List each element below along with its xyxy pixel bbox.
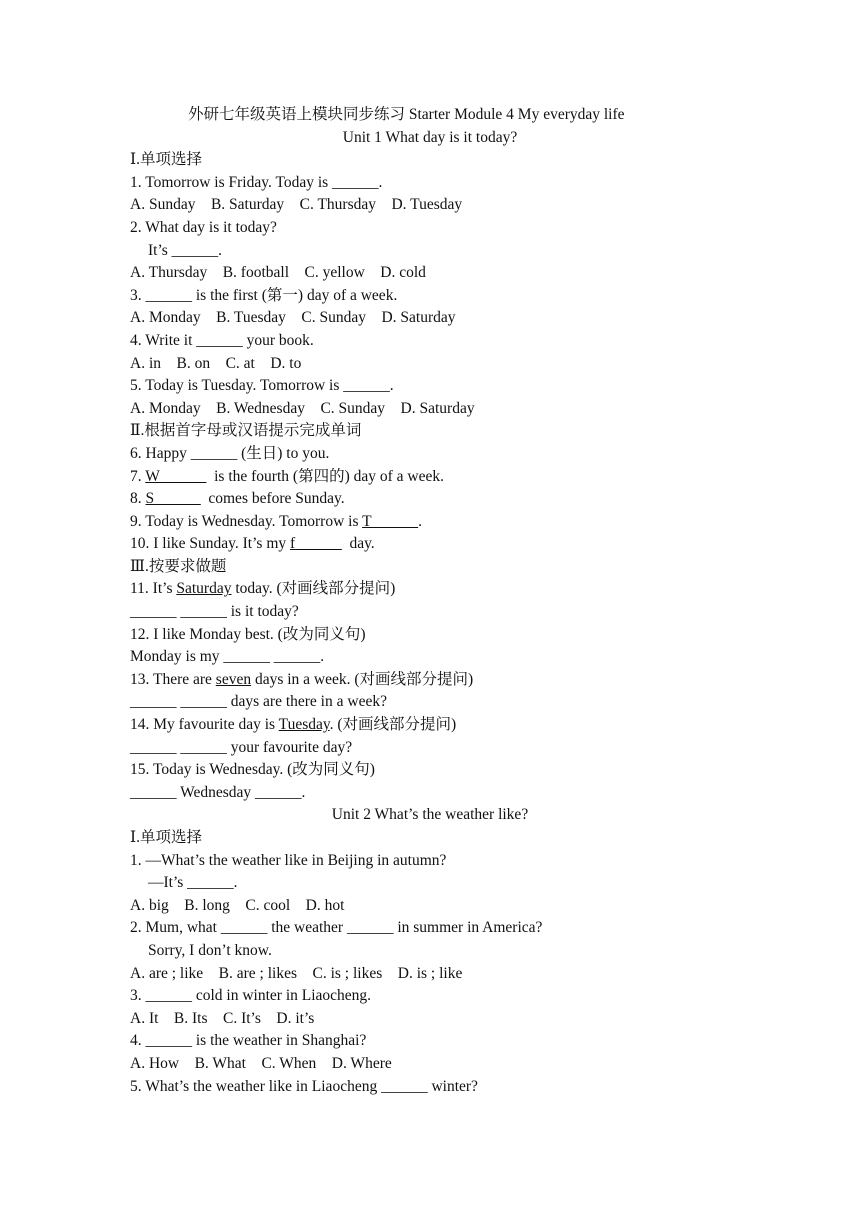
- q11-prefix: 11. It’s: [130, 580, 177, 598]
- u2-question-4: 4. ______ is the weather in Shanghai?: [130, 1032, 367, 1050]
- u2-question-3: 3. ______ cold in winter in Liaocheng.: [130, 987, 372, 1005]
- u1-question-11: [130, 578, 730, 601]
- u1-question-2-line2: It’s ______.: [148, 241, 223, 259]
- unit1-section1-heading: Ⅰ.单项选择: [130, 151, 202, 169]
- q10-hint-blank: f______: [290, 535, 342, 553]
- unit2-section1-heading: Ⅰ.单项选择: [130, 829, 202, 846]
- u1-question-5-options: A. Monday B. Wednesday C. Sunday D. Saturday: [130, 399, 475, 417]
- unit1-title: Unit 1 What day is it today?: [342, 128, 518, 146]
- u1-question-8: [130, 488, 730, 511]
- q10-prefix: 10. I like Sunday. It’s my: [130, 535, 291, 553]
- u2-question-3-options: A. It B. Its C. It’s D. it’s: [130, 1009, 315, 1027]
- q9-suffix: .: [418, 512, 422, 530]
- u1-question-13-answer: ______ ______ days are there in a week?: [130, 693, 387, 711]
- u1-question-14: [130, 714, 730, 737]
- q14-underlined-word: Tuesday: [278, 716, 330, 734]
- q11-suffix: today. (对画线部分提问): [231, 580, 396, 598]
- u2-question-2-options: A. are ; like B. are ; likes C. is ; likes D. is ; like: [130, 964, 463, 982]
- unit1-section3-heading: Ⅲ.按要求做题: [130, 557, 227, 575]
- u2-question-1: 1. —What’s the weather like in Beijing in autumn?: [130, 851, 447, 869]
- u1-question-4-options: A. in B. on C. at D. to: [130, 354, 302, 372]
- u1-question-15-answer: ______ Wednesday ______.: [130, 783, 306, 801]
- u1-question-12: 12. I like Monday best. (改为同义句): [130, 625, 366, 643]
- u1-question-13: [130, 669, 730, 692]
- u2-question-5: 5. What’s the weather like in Liaocheng ______ winter?: [130, 1077, 478, 1095]
- u1-question-14-answer: ______ ______ your favourite day?: [130, 738, 353, 756]
- document-title: 外研七年级英语上模块同步练习 Starter Module 4 My everyday life: [188, 106, 625, 123]
- u2-question-1-options: A. big B. long C. cool D. hot: [130, 896, 345, 914]
- u1-question-5: 5. Today is Tuesday. Tomorrow is ______.: [130, 377, 394, 395]
- q11-underlined-word: Saturday: [176, 580, 232, 598]
- q14-suffix: . (对画线部分提问): [329, 716, 457, 734]
- q7-prefix: 7.: [130, 467, 146, 485]
- u2-question-4-options: A. How B. What C. When D. Where: [130, 1054, 392, 1072]
- q14-prefix: 14. My favourite day is: [130, 716, 279, 734]
- unit2-title: Unit 2 What’s the weather like?: [331, 806, 529, 824]
- u1-question-3: 3. ______ is the first (第一) day of a week.: [130, 286, 398, 304]
- u1-question-9: [130, 511, 730, 534]
- q9-prefix: 9. Today is Wednesday. Tomorrow is: [130, 512, 363, 530]
- q9-hint-blank: T______: [362, 512, 419, 530]
- u1-question-12-answer: Monday is my ______ ______.: [130, 648, 325, 666]
- q13-suffix: days in a week. (对画线部分提问): [251, 670, 474, 688]
- u1-question-2-options: A. Thursday B. football C. yellow D. cold: [130, 264, 426, 282]
- u1-question-1-options: A. Sunday B. Saturday C. Thursday D. Tuesday: [130, 196, 463, 214]
- q7-suffix: is the fourth (第四的) day of a week.: [206, 467, 444, 485]
- q8-prefix: 8.: [130, 490, 146, 508]
- u1-question-1: 1. Tomorrow is Friday. Today is ______.: [130, 173, 383, 191]
- u1-question-10: [130, 533, 730, 556]
- u1-question-15: 15. Today is Wednesday. (改为同义句): [130, 761, 375, 779]
- q7-hint-blank: W______: [145, 467, 207, 485]
- u1-question-4: 4. Write it ______ your book.: [130, 331, 314, 349]
- u2-question-2: 2. Mum, what ______ the weather ______ in summer in America?: [130, 919, 543, 937]
- u1-question-6: 6. Happy ______ (生日) to you.: [130, 444, 330, 462]
- unit1-section2-heading: Ⅱ.根据首字母或汉语提示完成单词: [130, 422, 362, 440]
- worksheet-content: [130, 104, 730, 1098]
- u1-question-7: [130, 466, 730, 489]
- q13-prefix: 13. There are: [130, 670, 216, 688]
- u1-question-2: 2. What day is it today?: [130, 218, 277, 236]
- q13-underlined-word: seven: [215, 670, 252, 688]
- q10-suffix: day.: [341, 535, 375, 553]
- u2-question-2-line2: Sorry, I don’t know.: [148, 941, 272, 959]
- q8-hint-blank: S______: [145, 490, 201, 508]
- u2-question-1-line2: —It’s ______.: [148, 874, 238, 892]
- u1-question-11-answer: ______ ______ is it today?: [130, 603, 299, 621]
- u1-question-3-options: A. Monday B. Tuesday C. Sunday D. Saturday: [130, 309, 456, 327]
- q8-suffix: comes before Sunday.: [200, 490, 345, 508]
